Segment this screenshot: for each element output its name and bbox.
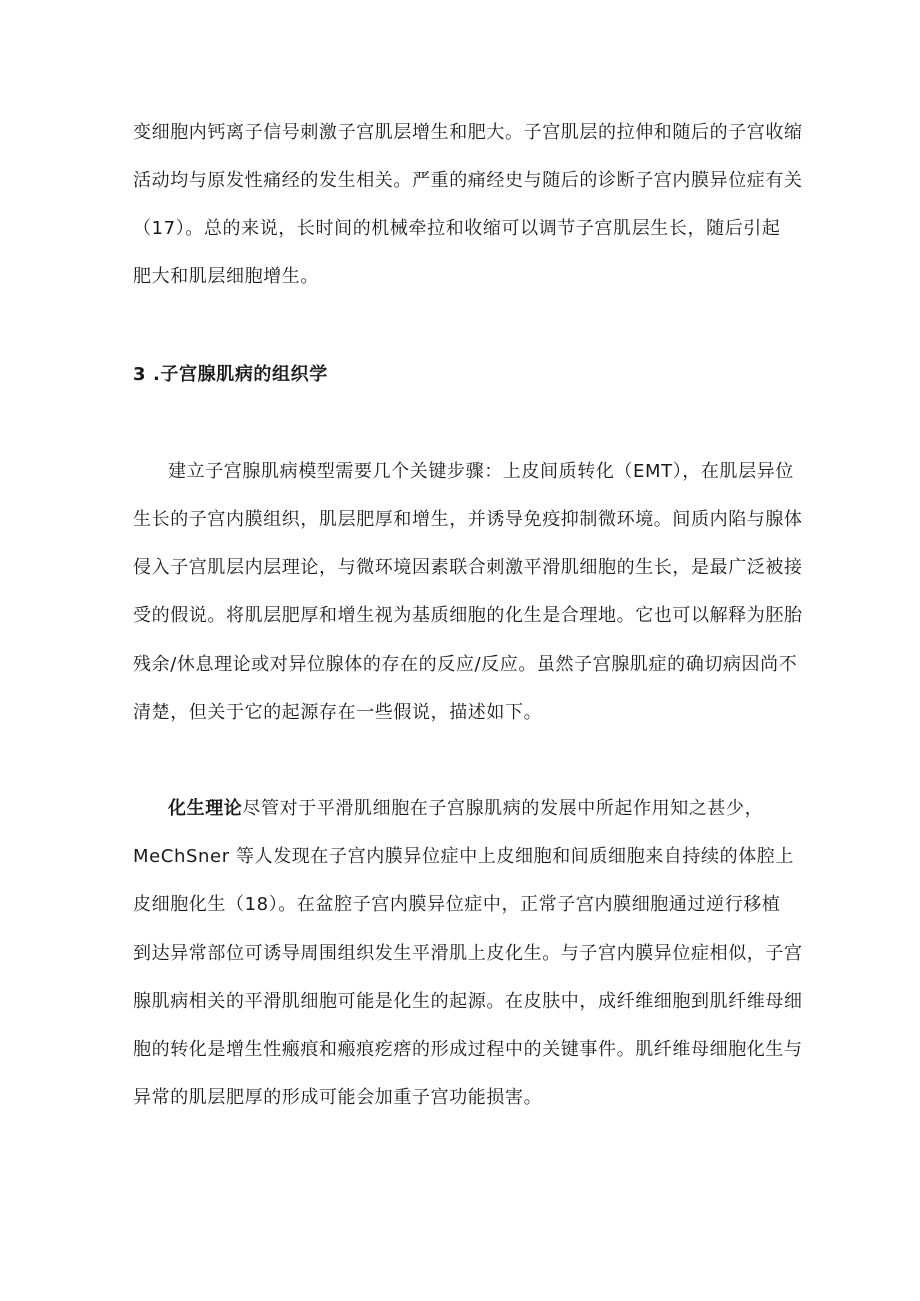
para2-line-1: 建立子宫腺肌病模型需要几个关键步骤：上皮间质转化（EMT），在肌层异位 [168, 461, 794, 482]
para2-line-5: 残余/休息理论或对异位腺体的存在的反应/反应。虽然子宫腺肌症的确切病因尚不 [133, 654, 798, 675]
para3-lead-text: 尽管对于平滑肌细胞在子宫腺肌病的发展中所起作用知之甚少， [242, 798, 764, 819]
para2-line-2: 生长的子宫内膜组织，肌层肥厚和增生，并诱导免疫抑制微环境。间质内陷与腺体 [133, 509, 803, 530]
para3-line-4: 到达异常部位可诱导周围组织发生平滑肌上皮化生。与子宫内膜异位症相似，子宫 [133, 943, 803, 964]
para2-line-4: 受的假说。将肌层肥厚和增生视为基质细胞的化生是合理地。它也可以解释为胚胎 [133, 605, 803, 626]
para3-line-2: MeChSner 等人发现在子宫内膜异位症中上皮细胞和间质细胞来自持续的体腔上 [133, 846, 795, 867]
para1-line-4: 肥大和肌层细胞增生。 [133, 266, 319, 287]
section-heading: 3 .子宫腺肌病的组织学 [133, 364, 328, 385]
para3-line-1 [168, 797, 763, 821]
para1-line-3: （17）。总的来说，长时间的机械牵拉和收缩可以调节子宫肌层生长，随后引起 [133, 218, 781, 239]
metaplasia-theory-label: 化生理论 [168, 798, 243, 819]
para2-line-3: 侵入子宫肌层内层理论，与微环境因素联合刺激平滑肌细胞的生长，是最广泛被接 [133, 557, 803, 578]
para1-line-2: 活动均与原发性痛经的发生相关。严重的痛经史与随后的诊断子宫内膜异位症有关 [133, 170, 803, 191]
para1-line-1: 变细胞内钙离子信号刺激子宫肌层增生和肥大。子宫肌层的拉伸和随后的子宫收缩 [133, 122, 803, 143]
para2-line-6: 清楚，但关于它的起源存在一些假说，描述如下。 [133, 702, 543, 723]
para3-line-5: 腺肌病相关的平滑肌细胞可能是化生的起源。在皮肤中，成纤维细胞到肌纤维母细 [133, 991, 803, 1012]
para3-line-6: 胞的转化是增生性瘢痕和瘢痕疙瘩的形成过程中的关键事件。肌纤维母细胞化生与 [133, 1039, 803, 1060]
para3-line-7: 异常的肌层肥厚的形成可能会加重子宫功能损害。 [133, 1087, 543, 1108]
para3-line-3: 皮细胞化生（18）。在盆腔子宫内膜异位症中，正常子宫内膜细胞通过逆行移植 [133, 894, 781, 915]
